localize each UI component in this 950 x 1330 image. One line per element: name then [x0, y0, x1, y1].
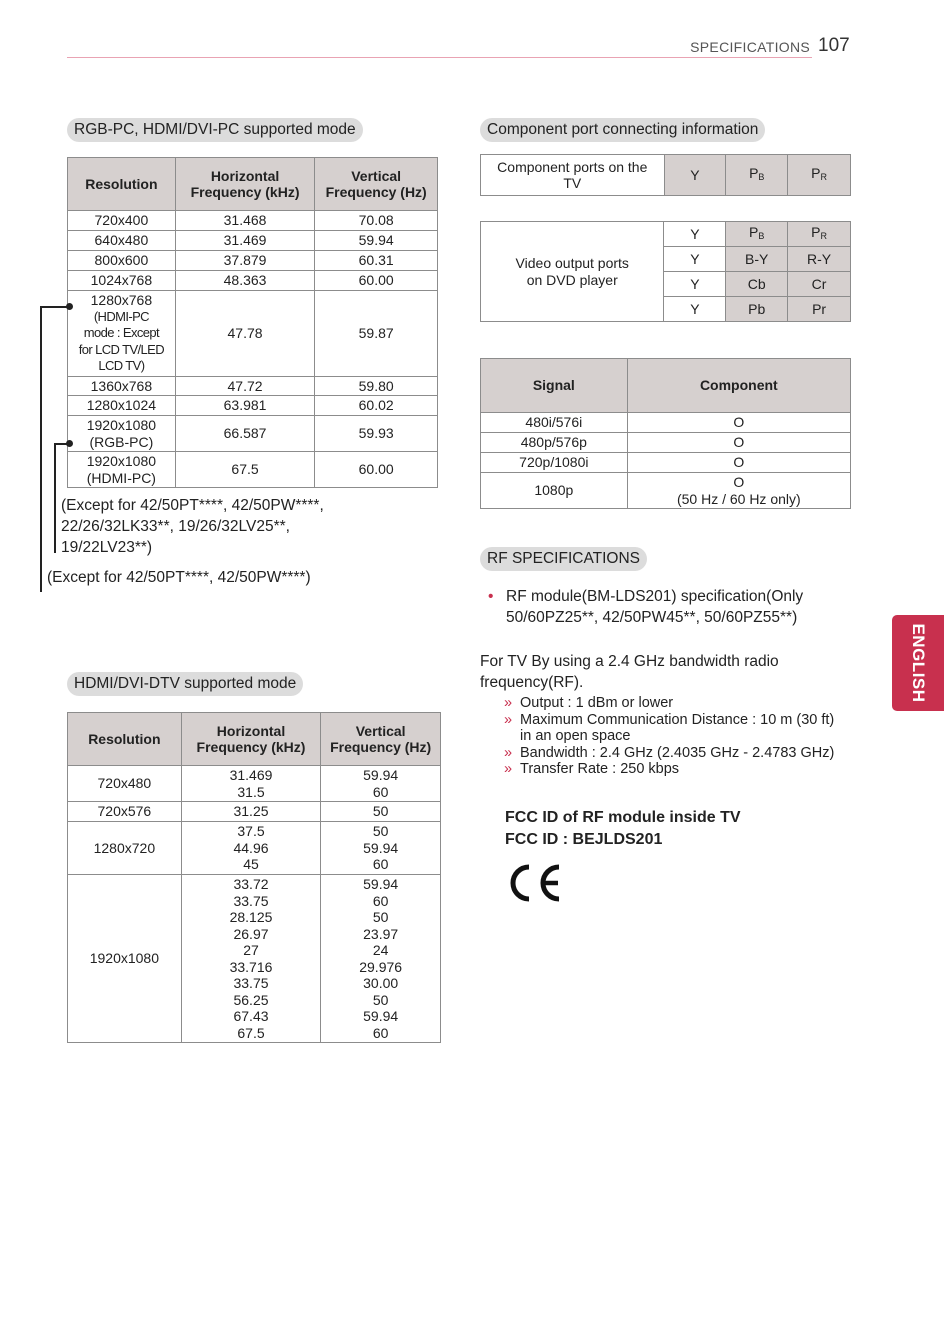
table-row: 480i/576i O: [481, 413, 851, 433]
language-tab[interactable]: [892, 615, 944, 711]
table-row: 1360x768 47.72 59.80: [68, 377, 438, 396]
bracket-line-inner: [54, 443, 56, 553]
table-row: 1920x1080 (RGB-PC) 66.587 59.93: [68, 416, 438, 452]
exception-note-2: (Except for 42/50PT****, 42/50PW****): [47, 569, 311, 586]
rf-intro: For TV By using a 2.4 GHz bandwidth radio frequency(RF).: [480, 653, 779, 691]
rgb-pc-title: RGB-PC, HDMI/DVI-PC supported mode: [67, 118, 363, 142]
table-header-row: [481, 359, 851, 413]
header-rule: [67, 57, 812, 58]
rgb-pc-table: [67, 157, 438, 488]
table-row: 1280x720 37.5 44.96 45 50 59.94 60: [68, 822, 441, 875]
table-row: 720x400 31.468 70.08: [68, 211, 438, 231]
col-vertical: Vertical Frequency (Hz): [315, 158, 438, 211]
exception-note-1: (Except for 42/50PT****, 42/50PW****, 22/26/32LK33**, 19/26/32LV25**, 19/22LV23**): [61, 497, 324, 556]
table-row: 1080p O (50 Hz / 60 Hz only): [481, 473, 851, 509]
fcc-info: FCC ID of RF module inside TV FCC ID : BEJLDS201: [505, 809, 741, 848]
table-row: Component ports on the TV Y $P_B$ $P_R$: [481, 155, 851, 196]
bracket-dot: [66, 440, 73, 447]
table-row: Y Pb Pr: [481, 297, 851, 322]
table-row: 480p/576p O: [481, 433, 851, 453]
table-row: Y B-Y R-Y: [481, 247, 851, 272]
col-component: Component: [627, 359, 850, 413]
col-vertical: Vertical Frequency (Hz): [321, 713, 441, 766]
table-row: 1920x1080 (HDMI-PC) 67.5 60.00: [68, 452, 438, 488]
table-row: 1280x768 (HDMI-PC mode : Except for LCD TV/LED LCD TV) 47.78 59.87: [68, 291, 438, 377]
col-horizontal: Horizontal Frequency (kHz): [181, 713, 321, 766]
page-number: 107: [818, 35, 850, 56]
bullet-icon: •: [488, 588, 494, 605]
rf-title: RF SPECIFICATIONS: [480, 547, 647, 571]
list-item: » Transfer Rate : 250 kbps: [504, 761, 680, 777]
table-row: 720p/1080i O: [481, 453, 851, 473]
hdmi-dtv-title: HDMI/DVI-DTV supported mode: [67, 672, 303, 696]
table-row: 800x600 37.879 60.31: [68, 251, 438, 271]
list-item: » Output : 1 dBm or lower: [504, 695, 674, 711]
language-tab-label: ENGLISH: [909, 623, 928, 703]
list-item: » Bandwidth : 2.4 GHz (2.4035 GHz - 2.4783 GHz): [504, 744, 835, 761]
component-tv-ports-table: [480, 154, 851, 196]
table-row: 720x576 31.25 50: [68, 802, 441, 822]
table-row: Video output ports on DVD player Y $P_B$ $P_R$: [481, 222, 851, 247]
table-row: 1280x1024 63.981 60.02: [68, 396, 438, 416]
table-row: 1920x1080 33.72 33.75 28.125 26.97 27 33.716 33.75 56.25 67.43 67.5 59.94 60 50 23.97 24 29.976 30.00 50 59.94 60: [68, 875, 441, 1043]
table-header-row: [68, 713, 441, 766]
col-resolution: Resolution: [68, 713, 182, 766]
table-row: 720x480 31.469 31.5 59.94 60: [68, 766, 441, 802]
ce-mark-icon: [505, 858, 565, 908]
list-item: » Maximum Communication Distance : 10 m (30 ft) in an open space: [504, 711, 835, 744]
rf-spec-list: [500, 695, 860, 778]
col-signal: Signal: [481, 359, 628, 413]
table-row: 640x480 31.469 59.94: [68, 231, 438, 251]
table-row: 1024x768 48.363 60.00: [68, 271, 438, 291]
component-dvd-ports-table: [480, 221, 851, 322]
section-title: SPECIFICATIONS: [690, 39, 810, 55]
rf-module-bullet: • RF module(BM-LDS201) specification(Only 50/60PZ25**, 42/50PW45**, 50/60PZ55**): [488, 588, 804, 626]
col-resolution: Resolution: [68, 158, 176, 211]
table-row: Y Cb Cr: [481, 272, 851, 297]
table-header-row: [68, 158, 438, 211]
bracket-line-outer: [40, 306, 42, 592]
bracket-dot: [66, 303, 73, 310]
signal-table: [480, 358, 851, 509]
component-title: Component port connecting information: [480, 118, 765, 142]
hdmi-dtv-table: [67, 712, 441, 1043]
col-horizontal: Horizontal Frequency (kHz): [175, 158, 315, 211]
